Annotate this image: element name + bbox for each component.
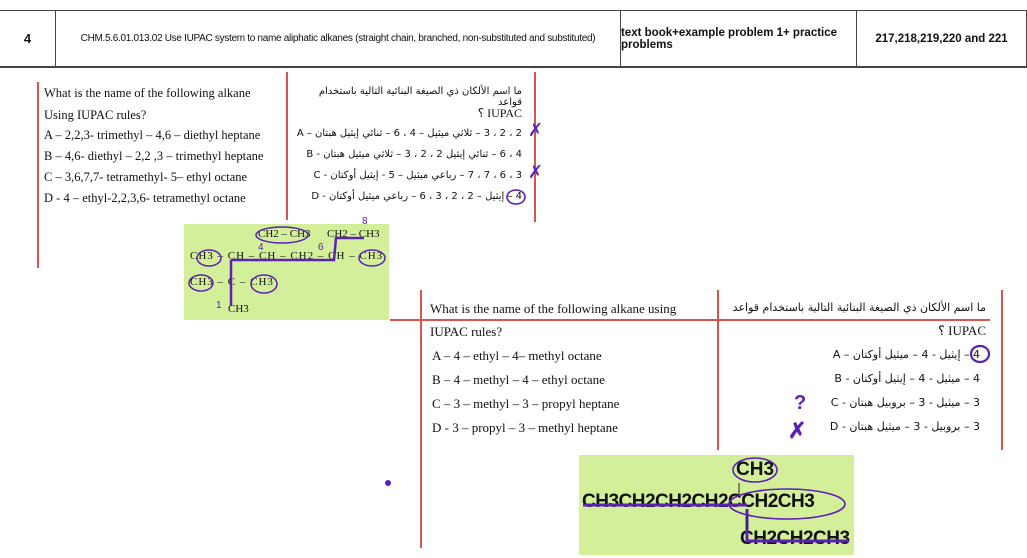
q1-ink-num-6: 6 — [318, 242, 324, 253]
pages-text: 217,218,219,220 and 221 — [856, 11, 1027, 66]
objective-text: CHM.5.6.01.013.02 Use IUPAC system to name aliphatic alkanes (straight chain, branched, non-substituted and substituted) — [55, 11, 620, 66]
q1-ink-num-4: 4 — [258, 242, 264, 253]
q1-mid-rule — [286, 72, 288, 220]
q2-option-c: C – 3 – methyl – 3 – propyl heptane — [432, 396, 620, 411]
q2-ink-annotations — [579, 455, 854, 557]
q1-top-branch1: CH2 – CH3 — [258, 228, 311, 240]
q2-bottom-branch: CH2CH2CH3 — [740, 528, 850, 549]
q1-ar-option-d: 4 – إيثيل – 2 ، 2 ، 3 ، 6 – رباعي ميثيل أوكتان - D — [311, 191, 522, 202]
q1-lower-row: CH3 – C – CH3 — [190, 276, 274, 288]
q2-en-line1: What is the name of the following alkane using — [430, 301, 677, 316]
q2-ar-option-b: 4 – ميثيل - 4 – إيثيل أوكتان - B — [834, 372, 980, 385]
row-number: 4 — [23, 31, 32, 46]
q2-top-methyl: CH3 — [736, 459, 775, 480]
q2-option-a: A – 4 – ethyl – 4– methyl octane — [432, 348, 602, 363]
q2-main-chain: CH3CH2CH2CH2CCH2CH3 — [582, 491, 815, 512]
q1-ink-num-8: 8 — [362, 216, 368, 227]
q1-option-b: B – 4,6- diethyl – 2,2 ,3 – trimethyl heptane — [44, 149, 264, 163]
q1-bottom-methyl: CH3 — [228, 303, 249, 315]
q1-en-line2: Using IUPAC rules? — [44, 108, 147, 122]
q1-ar-option-c: 3 ، 6 ، 7 ، 7 – رباعي ميثيل – 5 - إيثيل أوكتان - C — [313, 170, 522, 181]
q2-ink-cross-d: ✗ — [788, 418, 807, 443]
objectives-table-row — [0, 10, 1027, 68]
q2-ar-line2: IUPAC ؟ — [938, 323, 986, 338]
q1-right-rule — [534, 72, 536, 222]
q2-left-rule — [420, 290, 422, 548]
q2-en-line2: IUPAC rules? — [430, 324, 503, 339]
q1-ar-line1: ما اسم الألكان ذي الصيغة البنائية التالية باستخدام قواعد — [318, 86, 522, 108]
q1-top-branch2: CH2 – CH3 — [327, 228, 380, 240]
q1-ar-option-a: 2 ، 2 ، 3 – ثلاثي ميثيل – 4 ، 6 – ثنائي إيثيل هبتان – A — [296, 128, 522, 139]
q1-option-a: A – 2,2,3- trimethyl – 4,6 – diethyl heptane — [44, 128, 261, 142]
resources-text: text book+example problem 1+ practice problems — [620, 11, 856, 66]
q1-option-d: D - 4 – ethyl-2,2,3,6- tetramethyl octane — [44, 191, 246, 205]
q2-ink-mark-c: ? — [794, 392, 807, 414]
q1-ink-cross-c: ✗ — [528, 162, 544, 182]
q2-option-d: D - 3 – propyl – 3 – methyl heptane — [432, 420, 618, 435]
q1-option-c: C – 3,6,7,7- tetramethyl- 5– ethyl octane — [44, 170, 248, 184]
q1-ink-num-1: 1 — [216, 300, 222, 311]
q2-top-rule — [390, 319, 990, 321]
q2-ar-option-c: 3 – ميثيل - 3 – بروبيل هبتان - C — [830, 396, 980, 409]
q1-ink-circle-d — [505, 188, 527, 206]
q1-ar-line2: IUPAC ؟ — [477, 106, 522, 120]
q1-en-line1: What is the name of the following alkane — [44, 86, 251, 100]
q2-ink-dot — [385, 480, 391, 486]
q2-mid-rule — [717, 290, 719, 450]
q1-ar-option-b: 4 ، 6 – ثنائي إيثيل 2 ، 2 ، 3 – ثلاثي ميثيل هبتان - B — [306, 149, 522, 160]
q2-right-rule — [1001, 290, 1003, 450]
q2-ar-option-a: 4 – إيثيل - 4 – ميثيل أوكتان – A — [832, 348, 980, 361]
q2-ar-option-d: 3 – بروبيل - 3 – ميثيل هبتان - D — [829, 420, 980, 433]
q1-main-chain: CH3 – CH – CH – CH2 – CH – CH3 — [190, 250, 384, 262]
q1-ink-cross-a: ✗ — [528, 120, 544, 140]
q2-ar-line1: ما اسم الألكان ذي الصيغة البنائية التالية باستخدام قواعد — [732, 301, 986, 314]
q2-ink-circle-a — [968, 343, 992, 365]
q2-option-b: B – 4 – methyl – 4 – ethyl octane — [432, 372, 605, 387]
q1-left-rule — [37, 82, 39, 268]
